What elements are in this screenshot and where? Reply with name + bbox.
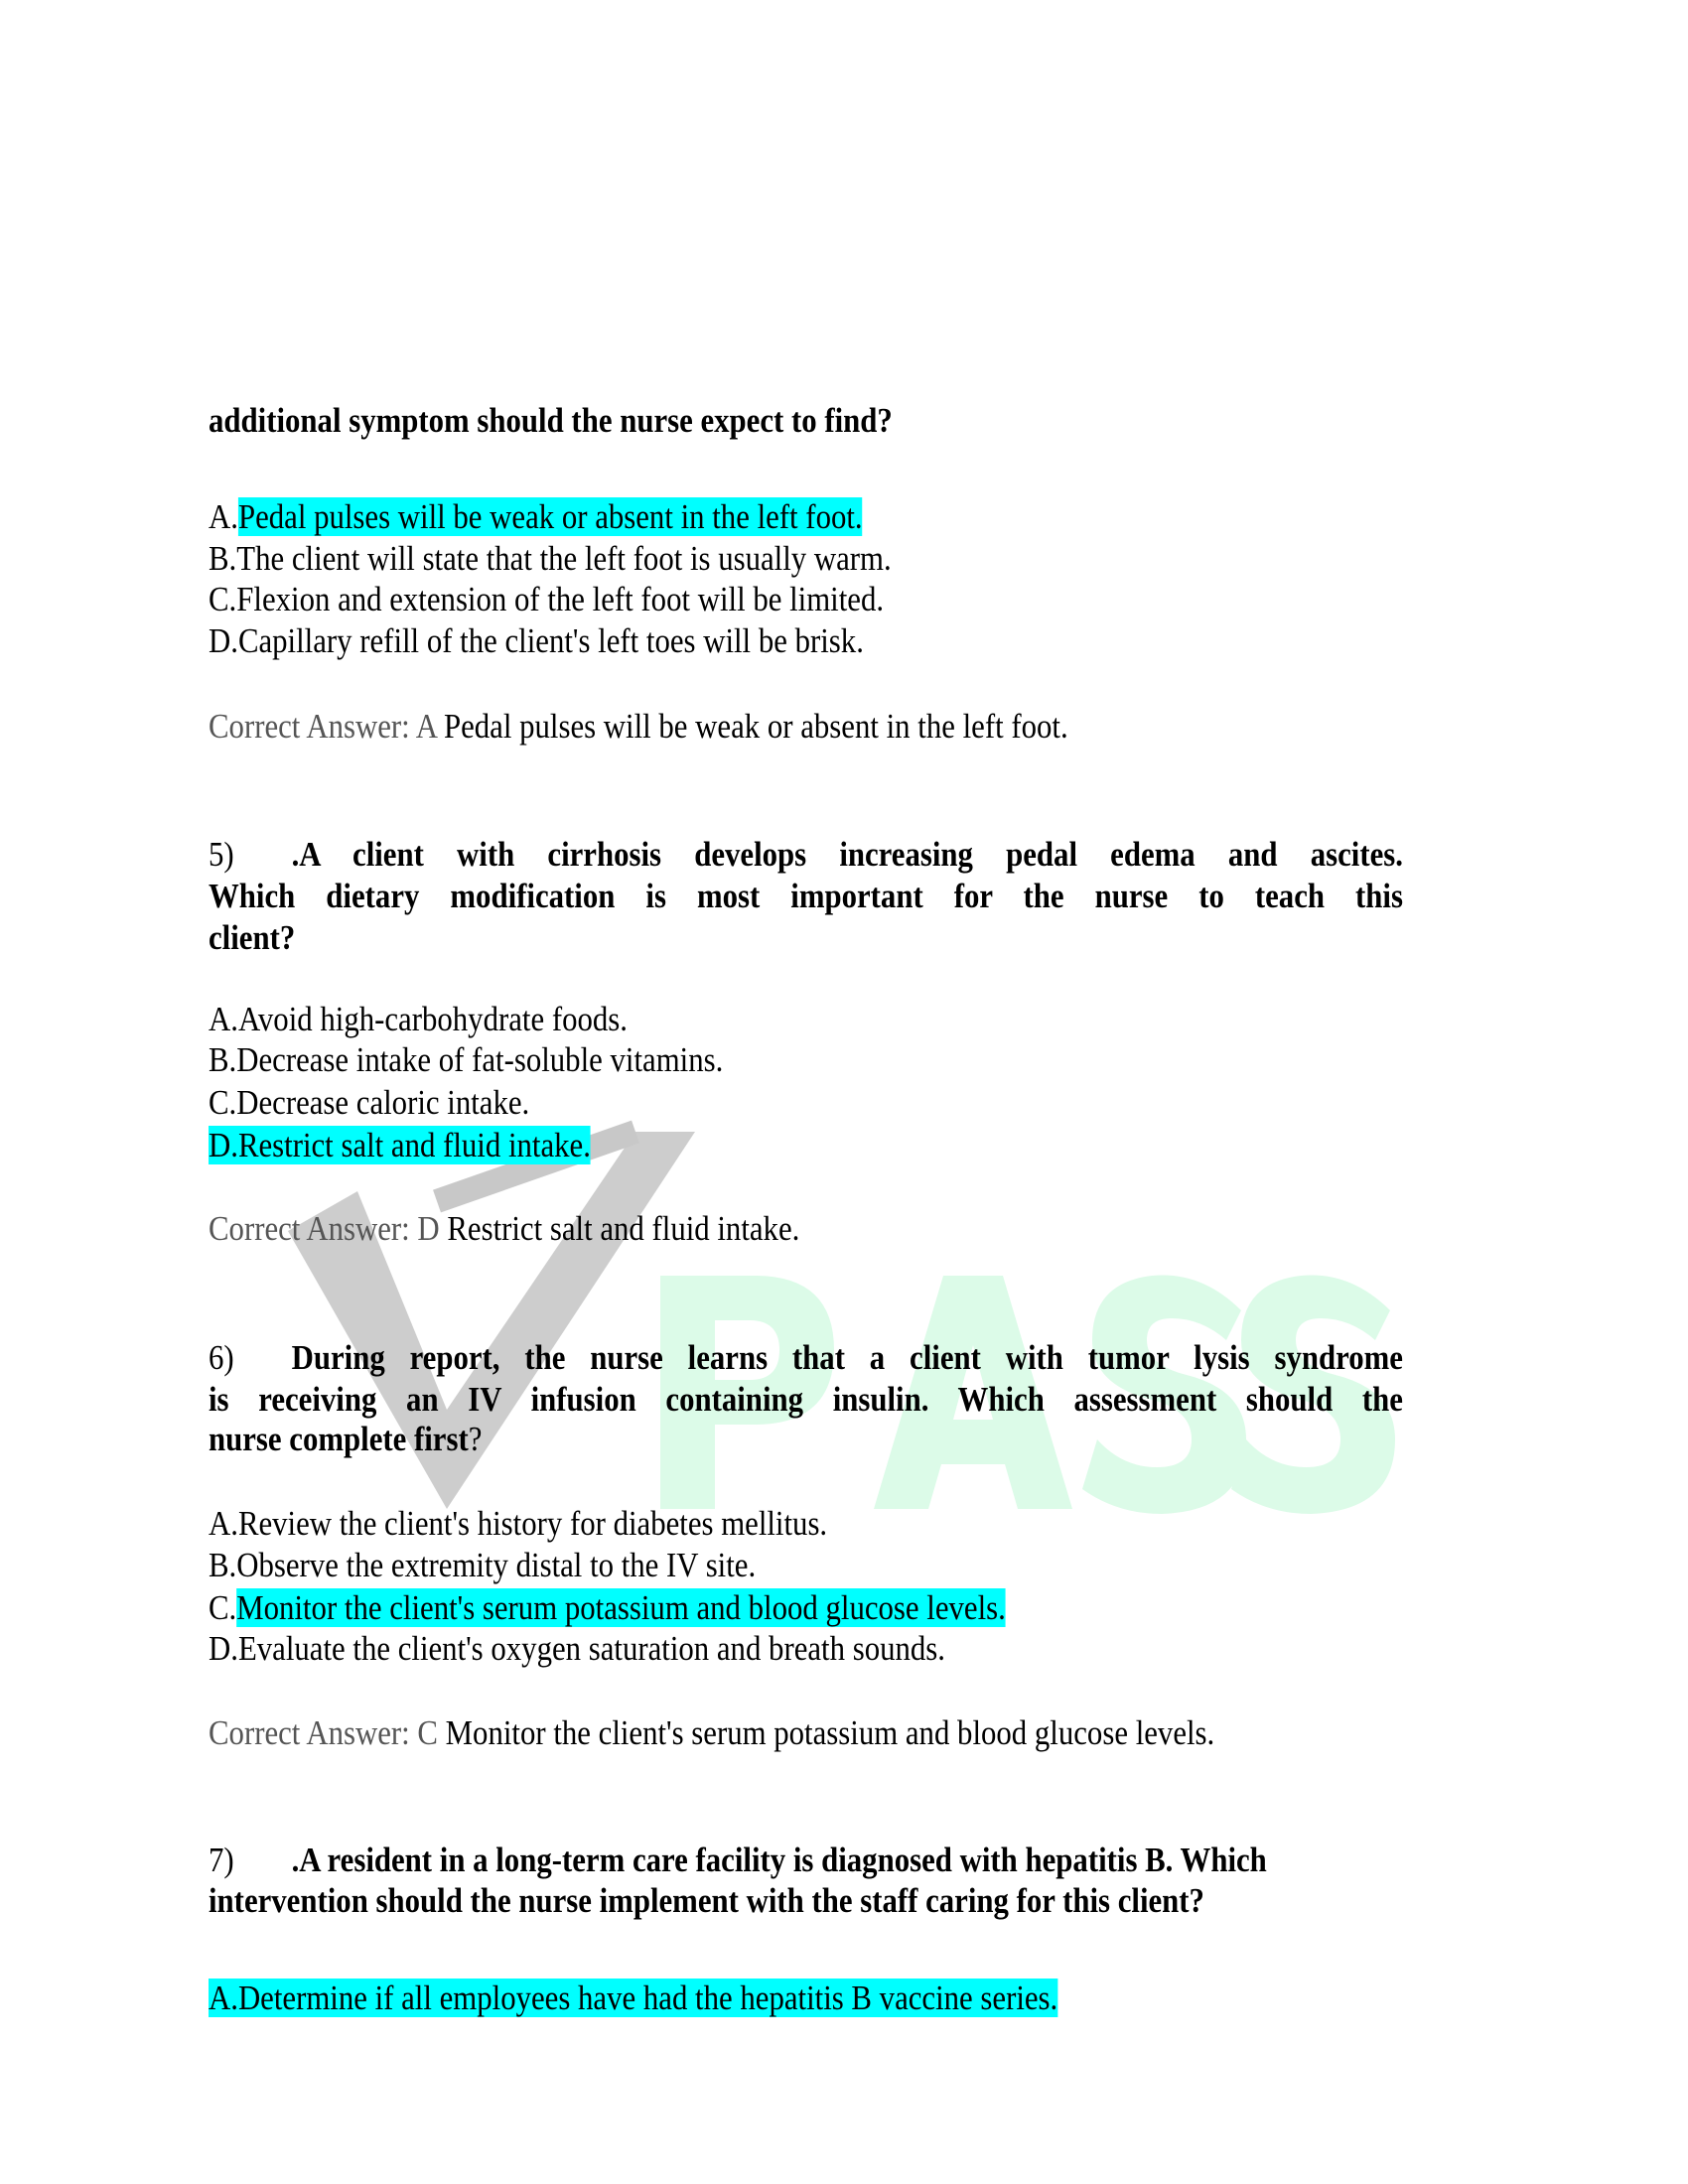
answer-text: Monitor the client's serum potassium and blood glucose levels. (445, 1713, 1215, 1752)
option-text-highlighted: Pedal pulses will be weak or absent in the left foot. (237, 497, 863, 536)
answer-label: Correct Answer: C (209, 1713, 438, 1752)
q4-correct-answer (209, 706, 1068, 748)
answer-text: Pedal pulses will be weak or absent in the left foot. (443, 707, 1068, 746)
option-letter: A. (209, 1504, 238, 1543)
option-letter: C. (209, 580, 237, 618)
q5-line-3: client? (209, 918, 296, 957)
q6-option-a[interactable] (209, 1503, 827, 1545)
q6-line-1 (209, 1337, 1403, 1379)
q5-line-1 (209, 834, 1403, 876)
option-text: Observe the extremity distal to the IV site. (236, 1546, 757, 1584)
option-text: The client will state that the left foot is usually warm. (236, 539, 892, 578)
q7-line-2: intervention should the nurse implement with the staff caring for this client? (209, 1881, 1204, 1920)
q4-option-d[interactable] (209, 620, 864, 662)
option-text-highlighted: A.Determine if all employees have had the hepatitis B vaccine series. (209, 1979, 1058, 2017)
q6-line-2: is receiving an IV infusion containing insulin. Which assessment should the (209, 1380, 1403, 1419)
q5-line-2: Which dietary modification is most important for the nurse to teach this (209, 877, 1403, 915)
question-text: During report, the nurse learns that a client with tumor lysis syndrome (291, 1338, 1403, 1377)
q5-correct-answer (209, 1208, 799, 1250)
option-letter: D. (209, 621, 238, 660)
q7-line-1 (209, 1840, 1267, 1881)
option-text: Review the client's history for diabetes mellitus. (237, 1504, 828, 1543)
option-text-highlighted: Monitor the client's serum potassium and blood glucose levels. (236, 1588, 1006, 1627)
q4-option-a[interactable] (209, 496, 863, 538)
question-mark: ? (468, 1420, 483, 1458)
option-letter: D. (209, 1629, 238, 1668)
question-number: 6) (209, 1338, 234, 1377)
question-number: 7) (209, 1841, 234, 1879)
q6-option-d[interactable] (209, 1628, 945, 1670)
q6-line-3 (209, 1419, 482, 1460)
q4-option-b[interactable] (209, 538, 892, 580)
q7-option-a[interactable] (209, 1978, 1057, 2019)
question-number: 5) (209, 835, 234, 874)
q6-option-b[interactable] (209, 1545, 756, 1586)
q6-option-c[interactable] (209, 1587, 1006, 1629)
q5-option-c[interactable]: C.Decrease caloric intake. (209, 1083, 530, 1122)
option-text: Capillary refill of the client's left toes will be brisk. (237, 621, 864, 660)
question-text: .A client with cirrhosis develops increasing pedal edema and ascites. (291, 835, 1403, 874)
q5-option-a[interactable]: A.Avoid high-carbohydrate foods. (209, 1000, 628, 1038)
answer-label: Correct Answer: D (209, 1209, 440, 1248)
option-text-highlighted: D.Restrict salt and fluid intake. (209, 1126, 591, 1164)
question-text: nurse complete first (209, 1420, 469, 1458)
q4-stem-tail: additional symptom should the nurse expect to find? (209, 401, 893, 440)
option-text: Evaluate the client's oxygen saturation and breath sounds. (237, 1629, 945, 1668)
q6-correct-answer (209, 1712, 1214, 1754)
question-text: .A resident in a long-term care facility is diagnosed with hepatitis B. Which (291, 1841, 1267, 1879)
q5-option-d[interactable] (209, 1125, 591, 1166)
answer-label: Correct Answer: A (209, 707, 437, 746)
q5-option-b[interactable]: B.Decrease intake of fat-soluble vitamins. (209, 1040, 724, 1079)
option-letter: A. (209, 497, 238, 536)
option-letter: B. (209, 1546, 237, 1584)
option-letter: B. (209, 539, 237, 578)
answer-text: Restrict salt and fluid intake. (447, 1209, 800, 1248)
q4-option-c[interactable] (209, 579, 884, 620)
option-letter: C. (209, 1588, 237, 1627)
option-text: Flexion and extension of the left foot will be limited. (236, 580, 885, 618)
